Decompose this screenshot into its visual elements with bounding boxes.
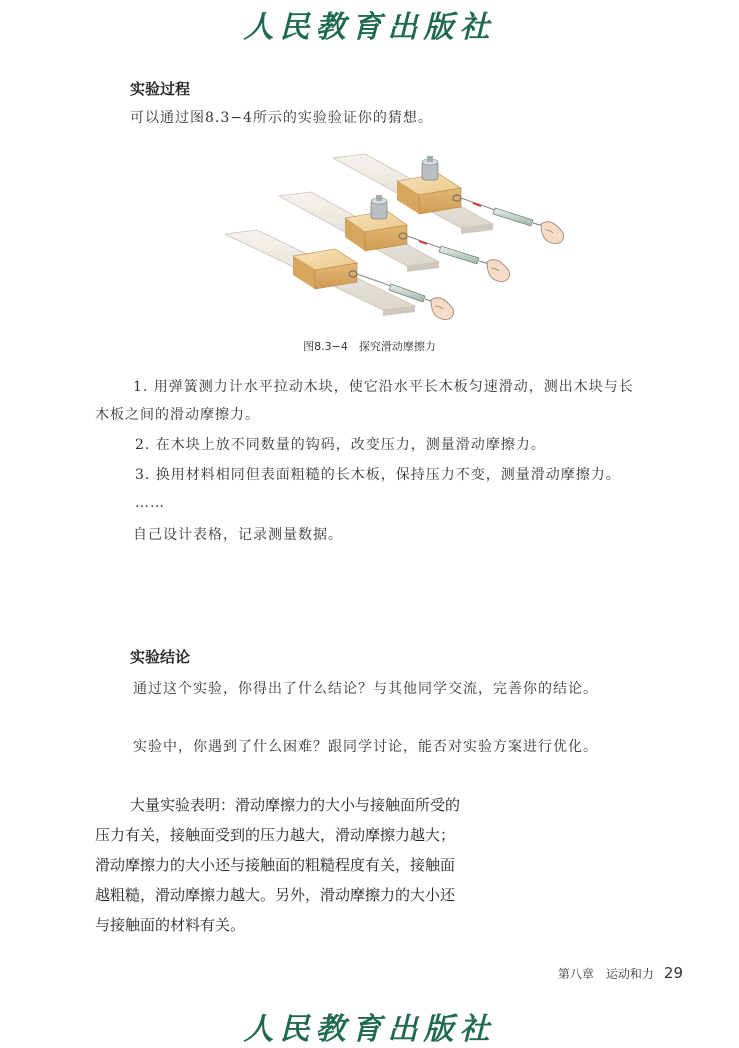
summary-line-3: 滑动摩擦力的大小还与接触面的粗糙程度有关，接触面 xyxy=(95,856,456,874)
wood-block-with-weight-2 xyxy=(345,195,407,251)
hand-2 xyxy=(487,260,510,282)
difficulty-question: 实验中，你遇到了什么困难？跟同学讨论，能否对实验方案进行优化。 xyxy=(133,739,598,755)
step-1-line-1: 1. 用弹簧测力计水平拉动木块，使它沿水平长木板匀速滑动，测出木块与长 xyxy=(133,379,634,395)
section-heading-conclusion: 实验结论 xyxy=(130,648,191,666)
step-3: 3. 换用材料相同但表面粗糙的长木板，保持压力不变，测量滑动摩擦力。 xyxy=(135,467,621,483)
step-1-line-2: 木板之间的滑动摩擦力。 xyxy=(95,407,260,423)
wood-block-with-weight-3 xyxy=(397,156,461,214)
summary-line-4: 越粗糙，滑动摩擦力越大。另外，滑动摩擦力的大小还 xyxy=(95,886,456,904)
publisher-logo-bottom: 人民教育出版社 xyxy=(243,1012,496,1047)
step-ellipsis: …… xyxy=(135,495,165,511)
step-2: 2. 在木块上放不同数量的钩码，改变压力，测量滑动摩擦力。 xyxy=(135,437,546,453)
page-number: 29 xyxy=(663,964,683,982)
summary-line-1: 大量实验表明：滑动摩擦力的大小与接触面所受的 xyxy=(130,796,461,814)
figure-caption: 图8.3−4 探究滑动摩擦力 xyxy=(303,340,436,353)
summary-line-5: 与接触面的材料有关。 xyxy=(95,916,246,934)
section-heading-process: 实验过程 xyxy=(130,80,191,98)
hand-1 xyxy=(431,298,454,320)
conclusion-text: 通过这个实验，你得出了什么结论？与其他同学交流，完善你的结论。 xyxy=(133,681,598,697)
chapter-label: 第八章 运动和力 xyxy=(557,967,654,981)
page-footer xyxy=(558,964,683,982)
process-intro: 可以通过图8.3−4所示的实验验证你的猜想。 xyxy=(130,110,433,126)
publisher-logo: 人民教育出版社 xyxy=(243,10,496,45)
friction-experiment-illustration xyxy=(225,148,595,338)
design-table-note: 自己设计表格，记录测量数据。 xyxy=(133,527,343,543)
wood-block-1 xyxy=(293,249,357,289)
summary-line-2: 压力有关，接触面受到的压力越大，滑动摩擦力越大； xyxy=(95,826,456,844)
hand-3 xyxy=(541,222,564,244)
